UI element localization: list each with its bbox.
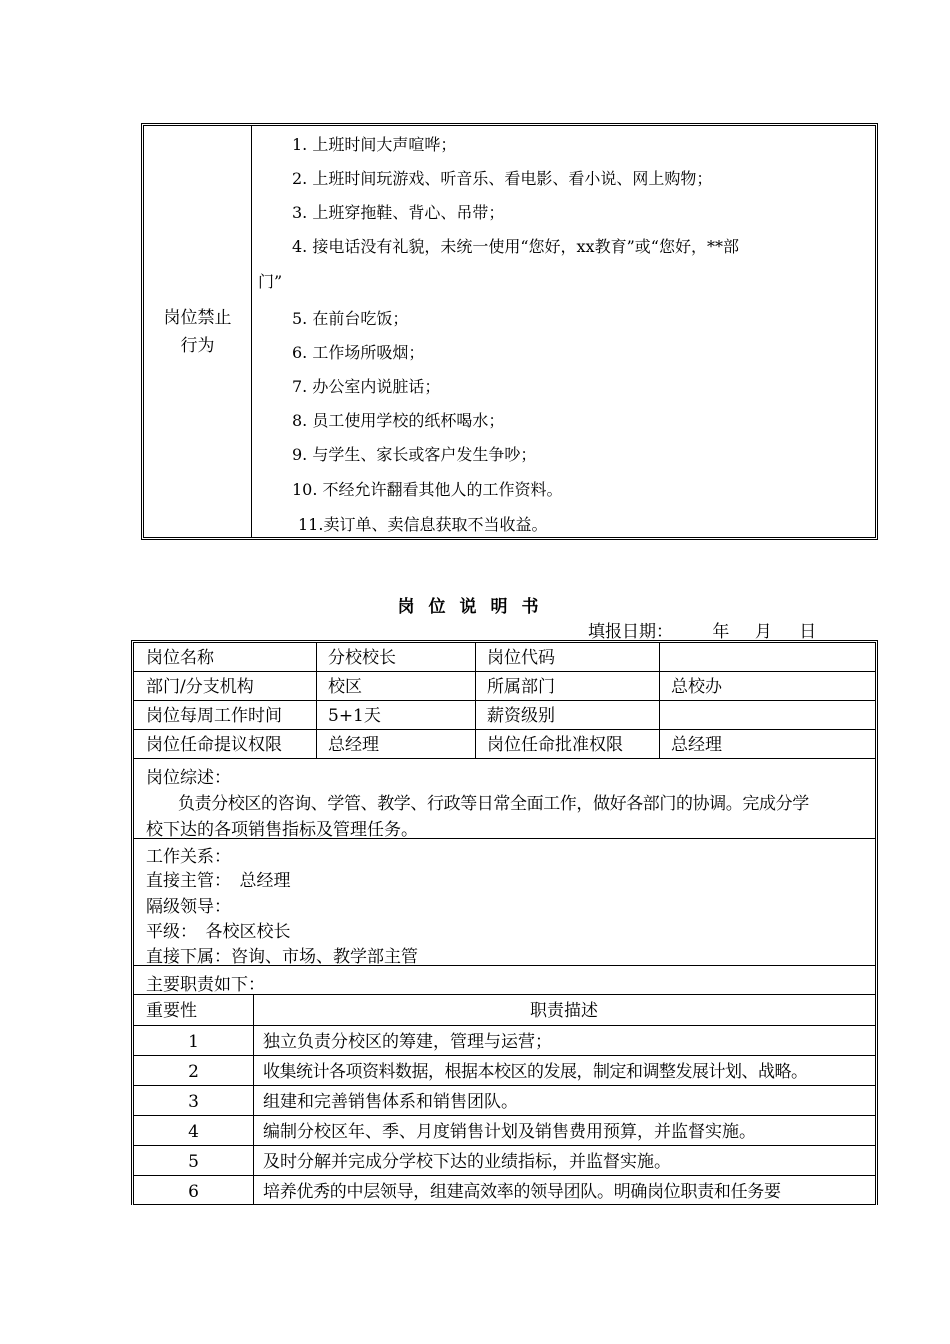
duty-rank: 5 (188, 1152, 199, 1172)
duty-rank: 1 (188, 1032, 199, 1052)
duty-rank: 2 (188, 1062, 199, 1082)
relations-peer: 平级： 各校区校长 (146, 922, 291, 942)
info-cell: 岗位名称 (146, 648, 214, 668)
duty-desc: 组建和完善销售体系和销售团队。 (263, 1092, 518, 1112)
info-cell: 校区 (328, 677, 362, 697)
duty-rank: 3 (188, 1092, 199, 1112)
info-cell: 岗位代码 (487, 648, 555, 668)
summary-heading: 岗位综述： (146, 768, 231, 788)
prohibited-item: 7. 办公室内说脏话； (292, 377, 441, 396)
info-cell: 总校办 (671, 677, 722, 697)
prohibited-label-line2: 行为 (180, 335, 215, 356)
prohibited-item: 8. 员工使用学校的纸杯喝水； (292, 411, 505, 430)
prohibited-item: 9. 与学生、家长或客户发生争吵； (292, 445, 537, 464)
info-cell: 总经理 (328, 735, 379, 755)
fill-date-label: 填报日期： (588, 622, 673, 642)
duty-desc: 独立负责分校区的筹建，管理与运营； (263, 1032, 552, 1052)
info-cell: 总经理 (671, 735, 722, 755)
fill-date-day: 日 (799, 622, 817, 642)
prohibited-item: 4. 接电话没有礼貌，未统一使用“您好，xx教育”或“您好，**部 (292, 237, 739, 256)
info-cell: 岗位任命提议权限 (146, 735, 282, 755)
summary-line1: 负责分校区的咨询、学管、教学、行政等日常全面工作，做好各部门的协调。完成分学 (178, 794, 809, 814)
fill-date (588, 617, 816, 642)
prohibited-label-line1: 岗位禁止 (163, 307, 232, 328)
duties-heading: 主要职责如下： (146, 975, 265, 995)
info-cell: 5+1天 (328, 706, 381, 726)
duty-desc: 及时分解并完成分学校下达的业绩指标，并监督实施。 (263, 1152, 671, 1172)
info-cell: 分校校长 (328, 648, 396, 668)
duty-desc: 收集统计各项资料数据，根据本校区的发展，制定和调整发展计划、战略。 (263, 1062, 808, 1082)
duty-desc: 编制分校区年、季、月度销售计划及销售费用预算，并监督实施。 (263, 1122, 756, 1142)
job-spec-table (131, 640, 878, 1205)
prohibited-item: 5. 在前台吃饭； (292, 309, 409, 328)
info-cell: 岗位每周工作时间 (146, 706, 282, 726)
info-cell: 岗位任命批准权限 (487, 735, 623, 755)
prohibited-item: 10. 不经允许翻看其他人的工作资料。 (292, 480, 563, 499)
prohibited-item: 门” (258, 272, 283, 291)
relations-heading: 工作关系： (146, 847, 231, 867)
prohibited-label-cell (144, 126, 252, 537)
prohibited-item: 2. 上班时间玩游戏、听音乐、看电影、看小说、网上购物； (292, 169, 713, 188)
prohibited-item: 11.卖订单、卖信息获取不当收益。 (298, 515, 548, 534)
document-title: 岗位说明书 (397, 597, 553, 617)
duty-desc: 培养优秀的中层领导，组建高效率的领导团队。明确岗位职责和任务要 (263, 1182, 781, 1202)
info-cell: 部门/分支机构 (146, 677, 254, 697)
info-cell: 所属部门 (487, 677, 555, 697)
prohibited-item: 1. 上班时间大声喧哗； (292, 135, 457, 154)
summary-line2: 校下达的各项销售指标及管理任务。 (146, 820, 418, 840)
info-cell: 薪资级别 (487, 706, 555, 726)
prohibited-behaviors-table (141, 123, 878, 540)
duty-rank: 4 (188, 1122, 199, 1142)
fill-date-month: 月 (754, 622, 772, 642)
duty-col-importance: 重要性 (146, 1001, 197, 1021)
prohibited-item: 6. 工作场所吸烟； (292, 343, 425, 362)
duty-col-description: 职责描述 (530, 1001, 598, 1021)
relations-supervisor: 直接主管： 总经理 (146, 871, 291, 891)
prohibited-item: 3. 上班穿拖鞋、背心、吊带； (292, 203, 505, 222)
relations-subordinates: 直接下属：咨询、市场、教学部主管 (146, 947, 418, 967)
duty-rank: 6 (188, 1182, 199, 1202)
fill-date-year: 年 (712, 622, 730, 642)
relations-skip-level: 隔级领导： (146, 897, 231, 917)
